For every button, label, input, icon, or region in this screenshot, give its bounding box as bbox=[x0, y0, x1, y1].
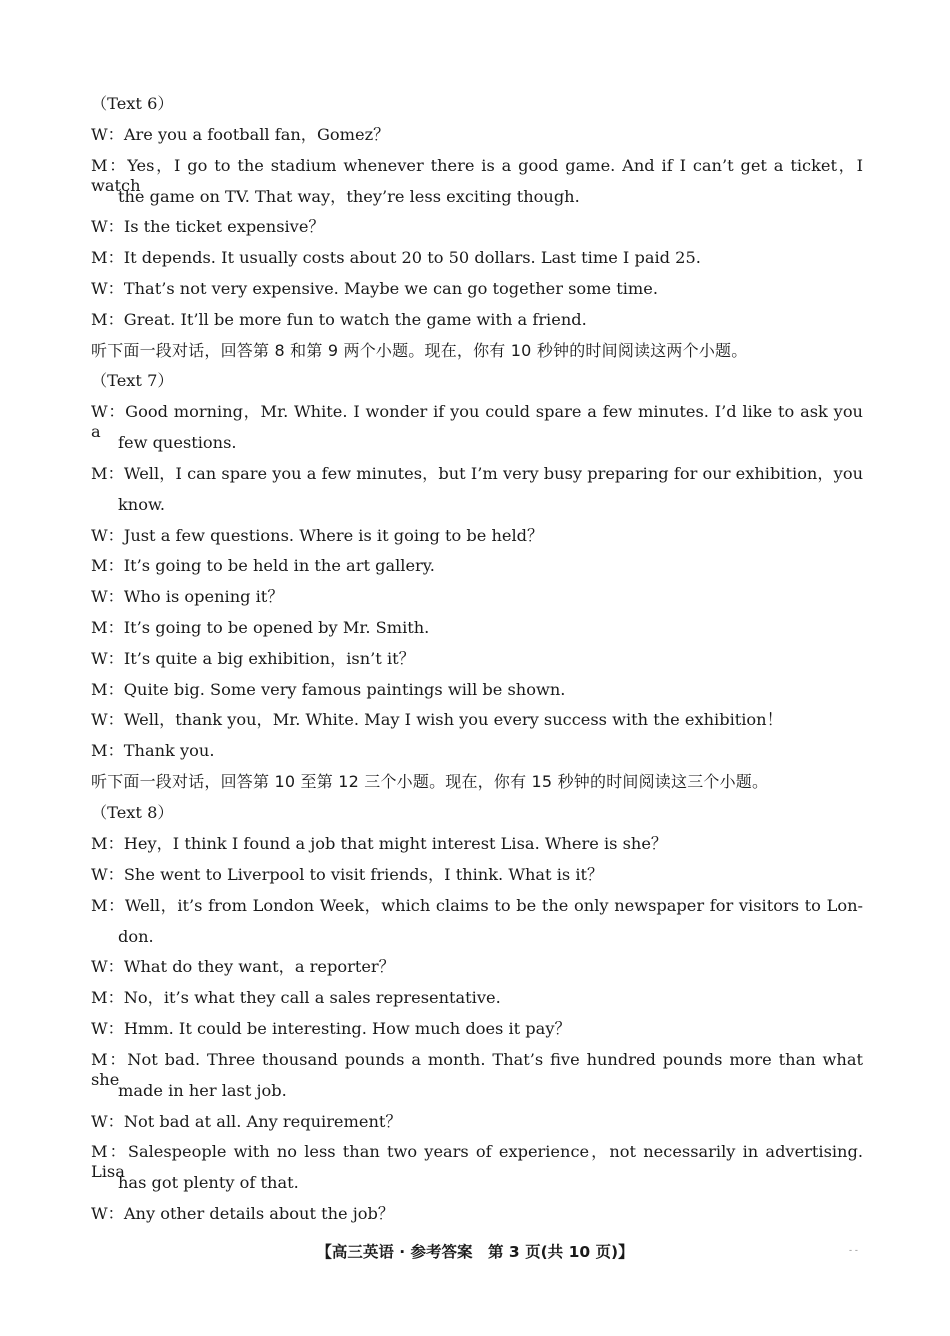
transcript-line: W：Is the ticket expensive？ bbox=[91, 217, 325, 236]
transcript-line: M：Hey，I think I found a job that might interest Lisa. Where is she？ bbox=[91, 834, 668, 853]
transcript-line: W：Well，thank you，Mr. White. May I wish you every success with the exhibition！ bbox=[91, 710, 783, 729]
transcript-line: W：Not bad at all. Any requirement？ bbox=[91, 1112, 402, 1131]
transcript-line: M：No，it’s what they call a sales representative. bbox=[91, 988, 501, 1007]
transcript-line: W：Good morning，Mr. White. I wonder if you could spare a few minutes. I’d like to ask you a bbox=[91, 402, 863, 441]
transcript-line: （Text 8） bbox=[91, 803, 174, 822]
transcript-line: don. bbox=[118, 927, 154, 946]
transcript-line: made in her last job. bbox=[118, 1081, 287, 1100]
corner-mark: - - bbox=[849, 1246, 858, 1256]
transcript-line: M：Well，I can spare you a few minutes，but I’m very busy preparing for our exhibition，you bbox=[91, 464, 863, 483]
transcript-line: M：Quite big. Some very famous paintings will be shown. bbox=[91, 680, 566, 699]
transcript-line: M：Well，it’s from London Week，which claims to be the only newspaper for visitors to Lon- bbox=[91, 896, 863, 915]
transcript-line: M：Great. It’ll be more fun to watch the game with a friend. bbox=[91, 310, 587, 329]
transcript-line: W：She went to Liverpool to visit friends，I think. What is it？ bbox=[91, 865, 604, 884]
transcript-line: M：It’s going to be opened by Mr. Smith. bbox=[91, 618, 430, 637]
transcript-line: （Text 7） bbox=[91, 371, 174, 390]
transcript-line: M：Yes，I go to the stadium whenever there is a good game. And if I can’t get a ticket，I watch bbox=[91, 156, 863, 195]
transcript-line: has got plenty of that. bbox=[118, 1173, 299, 1192]
transcript-line: M：Thank you. bbox=[91, 741, 215, 760]
page-footer: 【高三英语 · 参考答案 第 3 页(共 10 页)】 bbox=[316, 1243, 634, 1261]
transcript-line: W：Just a few questions. Where is it going to be held？ bbox=[91, 526, 544, 545]
transcript-line: W：That’s not very expensive. Maybe we can go together some time. bbox=[91, 279, 659, 298]
transcript-line: W：Are you a football fan，Gomez？ bbox=[91, 125, 390, 144]
transcript-line: W：It’s quite a big exhibition，isn’t it？ bbox=[91, 649, 415, 668]
transcript-line: few questions. bbox=[118, 433, 237, 452]
instruction-line: 听下面一段对话，回答第 10 至第 12 三个小题。现在，你有 15 秒钟的时间阅读这三个小题。 bbox=[91, 772, 769, 791]
transcript-line: M：It depends. It usually costs about 20 to 50 dollars. Last time I paid 25. bbox=[91, 248, 701, 267]
transcript-line: M：Not bad. Three thousand pounds a month. That’s five hundred pounds more than what she bbox=[91, 1050, 863, 1089]
transcript-line: know. bbox=[118, 495, 166, 514]
transcript-line: W：Who is opening it？ bbox=[91, 587, 284, 606]
transcript-line: M：Salespeople with no less than two years of experience，not necessarily in advertising. Lisa bbox=[91, 1142, 863, 1181]
transcript-line: （Text 6） bbox=[91, 94, 174, 113]
transcript-line: W：Any other details about the job？ bbox=[91, 1204, 395, 1223]
transcript-line: W：Hmm. It could be interesting. How much does it pay？ bbox=[91, 1019, 571, 1038]
instruction-line: 听下面一段对话，回答第 8 和第 9 两个小题。现在，你有 10 秒钟的时间阅读这两个小题。 bbox=[91, 341, 748, 360]
transcript-line: M：It’s going to be held in the art gallery. bbox=[91, 556, 435, 575]
transcript-line: the game on TV. That way，they’re less exciting though. bbox=[118, 187, 580, 206]
transcript-line: W：What do they want，a reporter？ bbox=[91, 957, 395, 976]
